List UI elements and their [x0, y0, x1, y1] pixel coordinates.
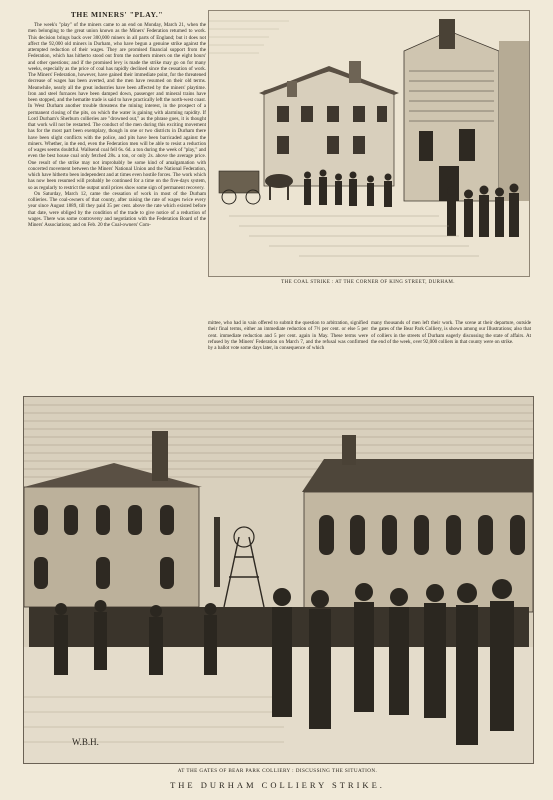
main-illustration-caption: AT THE GATES OF BEAR PARK COLLIERY : DISCUSSING THE SITUATION.: [177, 768, 378, 774]
article-right-column: [371, 320, 531, 386]
article-middle-column: [208, 320, 368, 386]
article-heading: THE MINERS' "PLAY.": [70, 10, 164, 19]
artist-monogram: W.B.H.: [72, 737, 99, 747]
article-paragraph: mittee, who had in vain offered to submit the question to arbitration, signified their final terms, either an immediate reduction of 7½ per cent. or else 5 per cent. immediate reduction and 5 per cent. again in May. These terms were refused by the Miners' Federation on March 7, and the refusal was confirmed by a ballot vote some days later, in consequence of which: [208, 320, 368, 351]
top-illustration-caption: THE COAL STRIKE : AT THE CORNER OF KING STREET, DURHAM.: [281, 280, 455, 285]
article-paragraph: The week's "play" of the miners came to an end on Monday, March 21, when the men belonging to the great union known as the Miners' Federation returned to work. This decision brings back over 300,000 miners in all parts of England; but it does not affect the 92,000 old miners in Durham, who have begun a genuine strike against the attempted reduction of their wages. They are promised financial support from the Federation, which has hitherto stood out from the northern miners on the eight hours' and other questions; and if the promised levy is made the strike may go on for many weeks, especially as the price of coal has rapidly declined since the cessation of work. The Miners' Federation, however, have gained their immediate point, for the threatened decrease of wages has been averted, and the men have resumed on their old terms. Meanwhile, nearly all the great industries have been affected by the miners' playtime. Iron and steel furnaces have been damped down, passenger and mineral trains have been stopped, and the hematite trade is said to have practically left the north-west coast. In West Durham another trouble threatens the mining interest, in the prospect of a permanent closing of the pits, on which the water is gaining with alarming rapidity. If Lord Durham's Sherburn collieries are "drowned out," as the phrase goes, it is thought that work will not be restarted. The conduct of the men during this exciting movement has for the most part been exemplary, though in one or two districts in Durham there have been slight conflicts with the police, and pits have been barricaded against the miners. Whether, in the end, even the Federation men will be able to resist a reduction of wages seems doubtful. Wallsend coal fell 6s. 6d. a ton during the week of "play," and even the best house coal only fetched 28s. a ton, or only 2s. above the average price. One result of the strike may not improbably be some kind of amalgamation with concerted movement between the Miners' National Union and the National Federation, which have hitherto been independent and at times even hostile forces. The work which has now been resumed will probably be continued for a time on the five-days system, so as regularly to restrict the output until prices show some sign of permanent recovery.: [28, 22, 206, 191]
bear-park-colliery-illustration: [23, 396, 534, 764]
coal-strike-king-street-illustration: [208, 10, 530, 277]
article-left-column: [28, 22, 206, 384]
page-title: THE DURHAM COLLIERY STRIKE.: [170, 780, 385, 790]
article-paragraph: many thousands of men left their work. The scene at their departure, outside the gates of the Bear Park Colliery, is shown among our Illustrations; also that of colliers in the streets of Durham eagerly discussing the state of affairs. At the end of the week, over 92,000 colliers in that county were on strike.: [371, 320, 531, 345]
article-paragraph: On Saturday, March 12, came the cessation of work in most of the Durham collieries. The coal-owners of that county, after raising the rate of wages twice every year since August 1889, till they paid 35 per cent. above the rate which existed before that date, were obliged by the condition of the trade to give notice of a reduction of wages. There was some controversy and negotiation with the Federation Board of the Miners' Associations; and on Feb. 20 the Coal-owners' Com-: [28, 190, 206, 228]
